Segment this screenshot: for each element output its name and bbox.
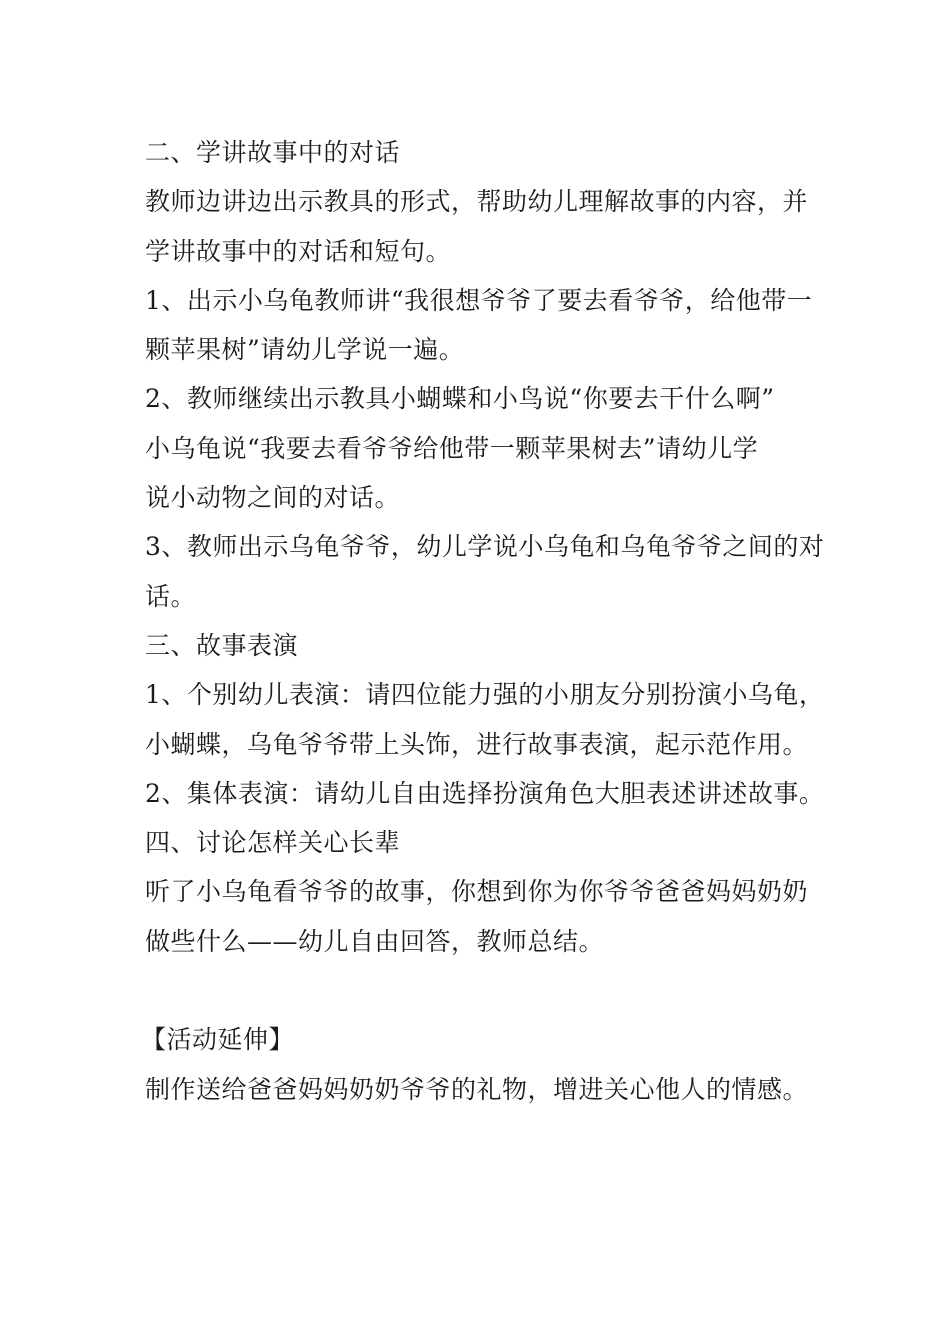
list-item-line: 说小动物之间的对话。: [145, 483, 401, 513]
section-heading-4: 四、讨论怎样关心长辈: [145, 828, 401, 858]
list-item-line: 2、教师继续出示教具小蝴蝶和小鸟说“你要去干什么啊”: [145, 384, 775, 414]
paragraph-line: 学讲故事中的对话和短句。: [145, 236, 452, 266]
list-item-line: 1、出示小乌龟教师讲“我很想爷爷了要去看爷爷，给他带一: [145, 285, 813, 315]
activity-extension-heading: 【活动延伸】: [141, 1025, 295, 1055]
document-body: [141, 128, 825, 1114]
paragraph-line: 做些什么——幼儿自由回答，教师总结。: [145, 926, 605, 956]
list-item-line: 2、集体表演：请幼儿自由选择扮演角色大胆表述讲述故事。: [145, 778, 825, 808]
list-item-line: 3、教师出示乌龟爷爷，幼儿学说小乌龟和乌龟爷爷之间的对: [145, 532, 825, 562]
section-heading-2: 二、学讲故事中的对话: [145, 138, 401, 167]
list-item-line: 小蝴蝶，乌龟爷爷带上头饰，进行故事表演，起示范作用。: [145, 729, 809, 759]
list-item-line: 1、个别幼儿表演：请四位能力强的小朋友分别扮演小乌龟，: [145, 680, 825, 710]
blank-line: [145, 966, 810, 1015]
list-item-line: 颗苹果树”请幼儿学说一遍。: [145, 335, 465, 365]
paragraph-line: 制作送给爸爸妈妈奶奶爷爷的礼物，增进关心他人的情感。: [145, 1074, 809, 1104]
section-heading-3: 三、故事表演: [145, 630, 299, 660]
list-item-line: 小乌龟说“我要去看爷爷给他带一颗苹果树去”请幼儿学: [145, 433, 759, 463]
list-item-line: 话。: [145, 581, 197, 611]
paragraph-line: 教师边讲边出示教具的形式，帮助幼儿理解故事的内容，并: [145, 187, 809, 217]
paragraph-line: 听了小乌龟看爷爷的故事，你想到你为你爷爷爸爸妈妈奶奶: [145, 877, 809, 907]
